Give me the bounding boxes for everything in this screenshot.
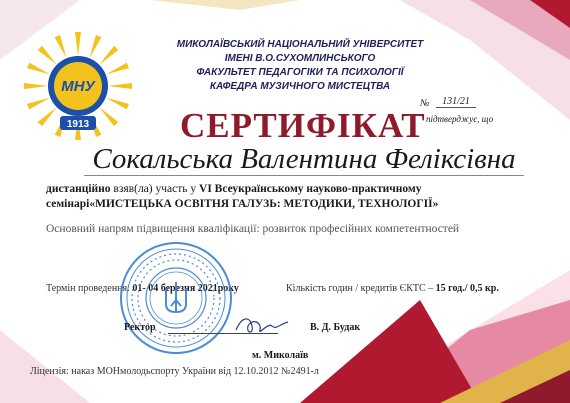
- event-title: «МИСТЕЦЬКА ОСВІТНЯ ГАЛУЗЬ: МЕТОДИКИ, ТЕХНОЛОГІЇ»: [89, 198, 439, 210]
- hours-value: 15 год./ 0,5 кр.: [435, 283, 499, 294]
- event-kind: семінарі: [46, 198, 90, 210]
- official-stamp: [118, 240, 234, 356]
- hours-label: Кількість годин / кредитів ЄКТС –: [286, 283, 436, 294]
- issue-city: м. Миколаїв: [252, 350, 309, 361]
- trident-icon: [166, 282, 186, 312]
- term-label: Термін проведення:: [46, 283, 133, 294]
- certificate-number: 131/21: [436, 96, 476, 108]
- rector-label: Ректор: [124, 322, 156, 333]
- rector-name: В. Д. Будак: [310, 322, 361, 333]
- event-type: VI Всеукраїнському науково-практичному: [199, 183, 422, 195]
- department-name: КАФЕДРА МУЗИЧНОГО МИСТЕЦТВА: [209, 81, 391, 92]
- number-label: №: [420, 98, 430, 109]
- participation-text: [46, 182, 516, 212]
- top-gold-stripe: [150, 0, 300, 10]
- svg-text:МНУ: МНУ: [61, 78, 95, 95]
- license-text: Ліцензія: наказ МОНмолодьспорту України від 12.10.2012 №2491-л: [30, 366, 319, 377]
- university-namesake: ІМЕНІ В.О.СУХОМЛИНСЬКОГО: [224, 53, 376, 64]
- confirm-text: підтверджує, що: [426, 114, 494, 124]
- svg-text:1913: 1913: [66, 119, 90, 130]
- term-value: 01- 04 березня 2021року: [132, 283, 239, 294]
- university-logo: [22, 30, 134, 142]
- faculty-name: ФАКУЛЬТЕТ ПЕДАГОГІКИ ТА ПСИХОЛОГІЇ: [196, 67, 404, 78]
- university-name: МИКОЛАЇВСЬКИЙ НАЦІОНАЛЬНИЙ УНІВЕРСИТЕТ: [176, 39, 424, 50]
- qualification-direction: Основний напрям підвищення кваліфікації: розвиток професійних компетентностей: [46, 223, 460, 235]
- participation-mode: дистанційно: [46, 183, 111, 195]
- rector-signature: [232, 312, 292, 338]
- certificate-title: СЕРТИФІКАТ: [180, 106, 426, 145]
- university-header: [150, 38, 450, 94]
- credit-hours: [286, 283, 499, 294]
- participation-verb: взяв(ла) участь у: [110, 183, 200, 195]
- recipient-name: Сокальська Валентина Феліксівна: [84, 143, 524, 176]
